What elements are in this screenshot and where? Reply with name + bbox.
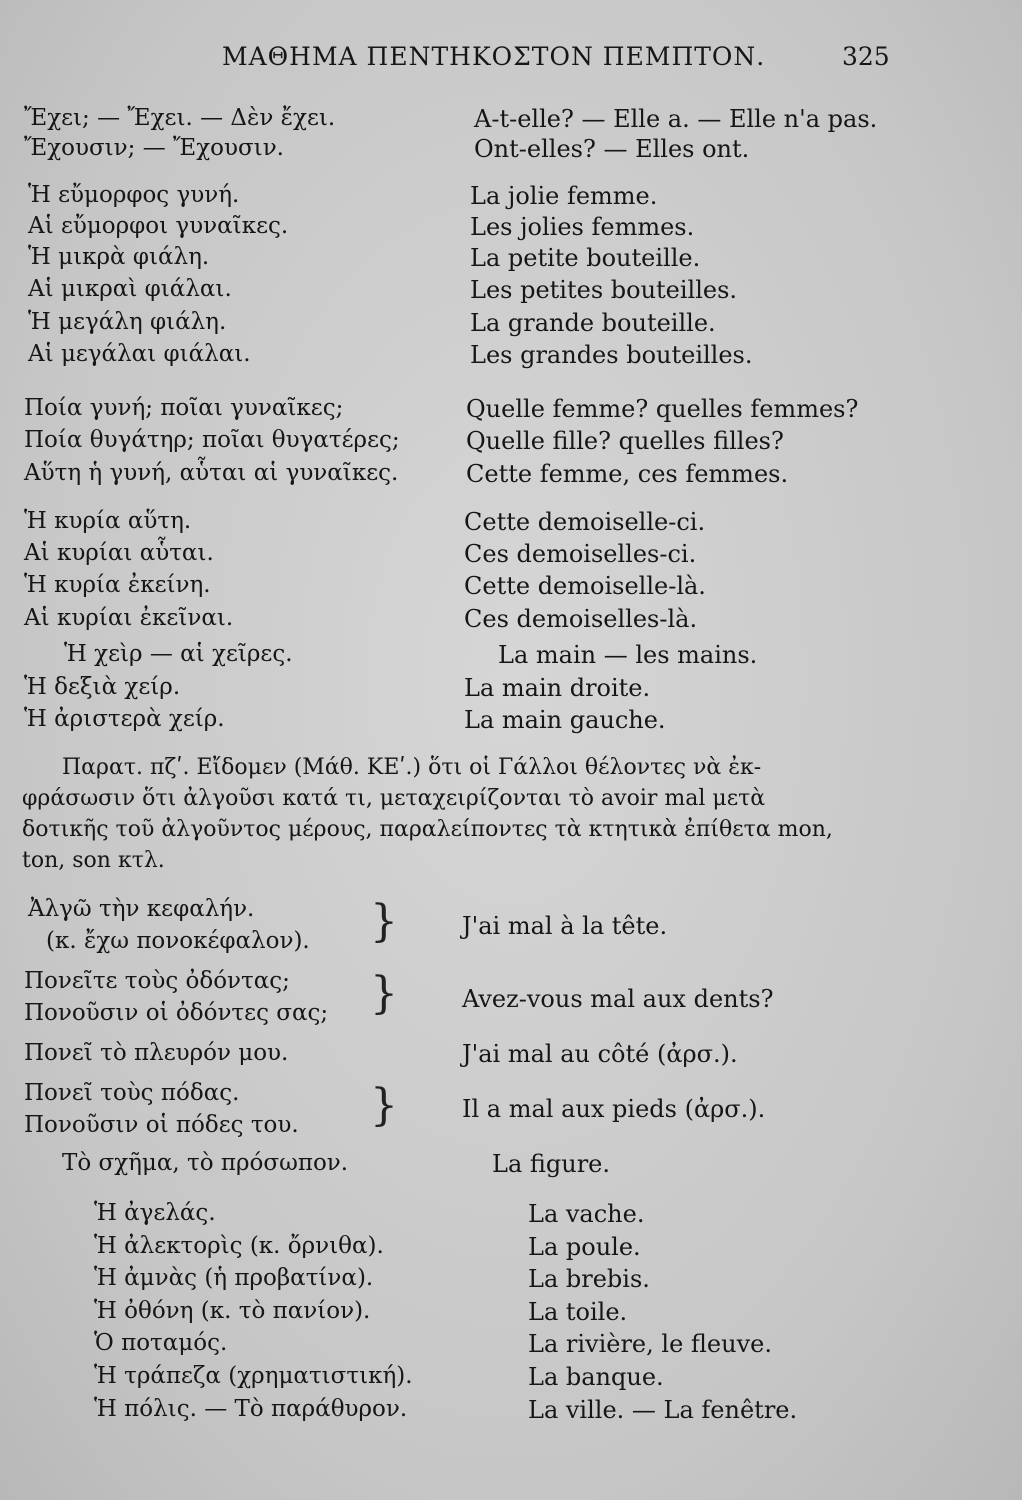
french-phrase: La ville. — La fenêtre.	[528, 1396, 798, 1424]
greek-phrase: Ποία γυνή; ποῖαι γυναῖκες;	[24, 395, 344, 421]
phrase-row	[0, 244, 1022, 276]
greek-phrase: Ἀλγῶ τὴν κεφαλήν.	[28, 896, 255, 922]
page-number: 325	[842, 42, 890, 71]
french-phrase: La poule.	[528, 1233, 641, 1261]
greek-phrase: Αἱ μικραὶ φιάλαι.	[28, 276, 232, 302]
brace-mark: }	[370, 1080, 398, 1131]
french-phrase: La main — les mains.	[498, 641, 758, 669]
greek-phrase: Ἡ ὀθόνη (κ. τὸ πανίον).	[94, 1298, 371, 1324]
greek-phrase: Ἡ μικρὰ φιάλη.	[28, 244, 210, 270]
greek-phrase: Ἔχει; — Ἔχει. — Δὲν ἔχει.	[24, 105, 336, 131]
note-line: ton, son κτλ.	[22, 848, 165, 873]
lesson-title: ΜΑΘΗΜΑ ΠΕΝΤΗΚΟΣΤΟΝ ΠΕΜΠΤΟΝ.	[222, 42, 766, 71]
french-phrase: Les grandes bouteilles.	[470, 341, 753, 369]
french-phrase: La vache.	[528, 1200, 645, 1228]
french-phrase: Les jolies femmes.	[470, 213, 695, 241]
note-line: δοτικῆς τοῦ ἀλγοῦντος μέρους, παραλείποντες τὰ κτητικὰ ἐπίθετα mon,	[22, 817, 833, 842]
phrase-row	[0, 395, 1022, 427]
phrase-row	[0, 460, 1022, 492]
phrase-row	[0, 1150, 1022, 1182]
greek-phrase: Ἡ δεξιὰ χείρ.	[24, 674, 181, 700]
phrase-row	[0, 674, 1022, 706]
french-phrase: Cette demoiselle-ci.	[464, 508, 706, 536]
note-line: φράσωσιν ὅτι ἀλγοῦσι κατά τι, μεταχειρίζονται τὸ avoir mal μετὰ	[22, 786, 766, 811]
greek-phrase: Ἡ κυρία αὕτη.	[24, 508, 192, 534]
note-line: Παρατ. πζʹ. Εἴδομεν (Μάθ. ΚΕʹ.) ὅτι οἱ Γάλλοι θέλοντες νὰ ἐκ-	[62, 755, 762, 780]
greek-phrase: Αὕτη ἡ γυνή, αὗται αἱ γυναῖκες.	[24, 460, 399, 486]
phrase-row	[0, 427, 1022, 459]
french-phrase: Avez-vous mal aux dents?	[462, 985, 774, 1013]
french-phrase: Cette demoiselle-là.	[464, 572, 706, 600]
phrase-row	[0, 182, 1022, 214]
phrase-row	[0, 1265, 1022, 1297]
french-phrase: Les petites bouteilles.	[470, 276, 738, 304]
phrase-row	[0, 508, 1022, 540]
french-phrase: La jolie femme.	[470, 182, 658, 210]
brace-mark: }	[370, 896, 398, 947]
greek-phrase: Πονεῖ τοὺς πόδας.	[24, 1080, 240, 1106]
phrase-row	[0, 572, 1022, 604]
french-phrase: J'ai mal à la tête.	[462, 912, 668, 940]
greek-phrase: Ἡ ἀριστερὰ χείρ.	[24, 706, 225, 732]
greek-phrase: Πονοῦσιν οἱ ὀδόντες σας;	[24, 1000, 329, 1026]
phrase-row	[0, 105, 1022, 137]
greek-phrase: Αἱ κυρίαι αὗται.	[24, 540, 214, 566]
phrase-row	[0, 641, 1022, 673]
phrase-row	[0, 135, 1022, 167]
phrase-row	[0, 1396, 1022, 1428]
phrase-row	[0, 1330, 1022, 1362]
greek-phrase: Ἡ ἀλεκτορὶς (κ. ὄρνιθα).	[94, 1233, 384, 1259]
greek-phrase: Πονοῦσιν οἱ πόδες του.	[24, 1112, 299, 1138]
greek-phrase: Ἡ μεγάλη φιάλη.	[28, 309, 227, 335]
french-phrase: Ces demoiselles-là.	[464, 605, 698, 633]
french-phrase: Il a mal aux pieds (ἀρσ.).	[462, 1095, 766, 1123]
grammar-note	[22, 752, 882, 876]
greek-phrase: Ἡ ἀμνὰς (ἡ προβατίνα).	[94, 1265, 374, 1291]
phrase-row	[0, 1363, 1022, 1395]
french-phrase: A-t-elle? — Elle a. — Elle n'a pas.	[474, 105, 878, 133]
french-phrase: Quelle femme? quelles femmes?	[466, 395, 859, 423]
french-phrase: La rivière, le fleuve.	[528, 1330, 772, 1358]
greek-phrase: Ἡ χεὶρ — αἱ χεῖρες.	[64, 641, 293, 667]
running-header	[0, 42, 1022, 82]
greek-phrase: Ἡ εὔμορφος γυνή.	[28, 182, 240, 208]
phrase-row	[0, 341, 1022, 373]
greek-phrase: Ἡ κυρία ἐκείνη.	[24, 572, 211, 598]
phrase-row	[0, 213, 1022, 245]
french-phrase: La petite bouteille.	[470, 244, 701, 272]
phrase-row	[0, 605, 1022, 637]
greek-phrase: Ἔχουσιν; — Ἔχουσιν.	[24, 135, 284, 161]
greek-phrase: Ὁ ποταμός.	[94, 1330, 228, 1356]
greek-phrase: Πονεῖ τὸ πλευρόν μου.	[24, 1040, 289, 1066]
french-phrase: La main droite.	[464, 674, 651, 702]
french-phrase: La main gauche.	[464, 706, 666, 734]
greek-phrase: (κ. ἔχω πονοκέφαλον).	[46, 928, 310, 954]
french-phrase: Quelle fille? quelles filles?	[466, 427, 784, 455]
french-phrase: Ces demoiselles-ci.	[464, 540, 697, 568]
greek-phrase: Πονεῖτε τοὺς ὀδόντας;	[24, 968, 290, 994]
phrase-row	[0, 276, 1022, 308]
greek-phrase: Αἱ μεγάλαι φιάλαι.	[28, 341, 251, 367]
french-phrase: La banque.	[528, 1363, 664, 1391]
french-phrase: J'ai mal au côté (ἀρσ.).	[462, 1040, 738, 1068]
french-phrase: La toile.	[528, 1298, 628, 1326]
phrase-row	[0, 309, 1022, 341]
french-phrase: La brebis.	[528, 1265, 650, 1293]
greek-phrase: Ἡ πόλις. — Τὸ παράθυρον.	[94, 1396, 408, 1422]
french-phrase: La figure.	[492, 1150, 611, 1178]
greek-phrase: Ἡ τράπεζα (χρηματιστική).	[94, 1363, 413, 1389]
french-phrase: La grande bouteille.	[470, 309, 716, 337]
greek-phrase: Τὸ σχῆμα, τὸ πρόσωπον.	[62, 1150, 349, 1176]
phrase-row	[0, 1233, 1022, 1265]
phrase-row	[0, 1200, 1022, 1232]
greek-phrase: Αἱ εὔμορφοι γυναῖκες.	[28, 213, 289, 239]
greek-phrase: Ποία θυγάτηρ; ποῖαι θυγατέρες;	[24, 427, 400, 453]
phrase-row	[0, 1298, 1022, 1330]
greek-phrase: Ἡ ἀγελάς.	[94, 1200, 216, 1226]
greek-phrase: Αἱ κυρίαι ἐκεῖναι.	[24, 605, 234, 631]
french-phrase: Cette femme, ces femmes.	[466, 460, 789, 488]
brace-mark: }	[370, 968, 398, 1019]
phrase-row	[0, 1040, 1022, 1072]
phrase-row	[0, 540, 1022, 572]
phrase-row	[0, 706, 1022, 738]
french-phrase: Ont-elles? — Elles ont.	[474, 135, 750, 163]
